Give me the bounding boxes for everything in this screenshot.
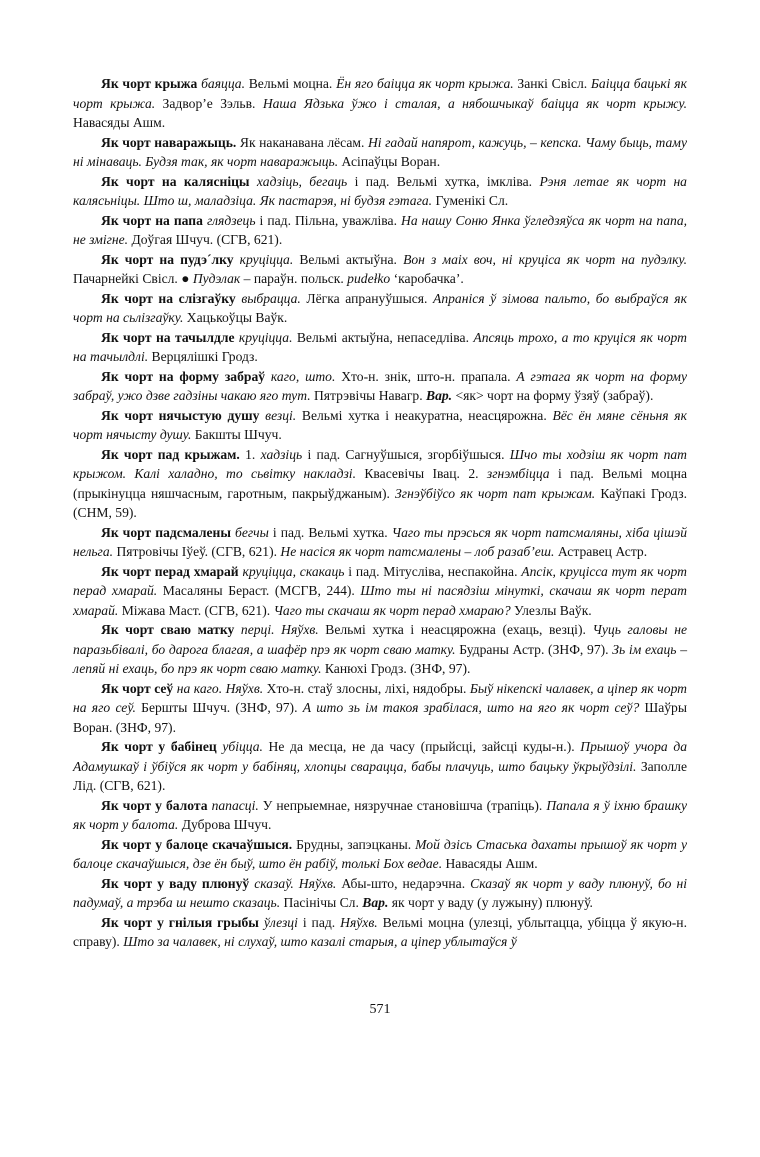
entry-text: Квасевічы Івац. 2.: [355, 466, 487, 481]
entry-text: Вельмі хутка і неасцярожна (ехаць, везці).: [318, 622, 593, 637]
entry-italic: ўлезці: [258, 914, 298, 930]
entry-headword: Як чорт на форму забраў: [101, 368, 266, 384]
entry-text: У непрыемнае, нязручнае становішча (трапіць).: [258, 797, 547, 813]
entry-text: і пад. Вельмі моцна (прыкінуцца няшчасным, гаротным, пакрыўджаным).: [73, 466, 687, 501]
dictionary-page: [73, 74, 687, 952]
dictionary-entry: [73, 74, 687, 133]
entry-text: Улезлы Ваўк.: [510, 602, 592, 618]
entry-text: Навасяды Ашм.: [442, 856, 538, 871]
dictionary-entry: [73, 250, 687, 289]
entry-headword: Як чорт нячыстую душу: [101, 407, 260, 423]
entry-italic: Што за чалавек, ні слухаў, што казалі старыя, а ціпер ублытаўся ў: [123, 934, 517, 949]
entry-text: Заполле Лід. (СГВ, 621).: [73, 758, 688, 793]
entry-text: Не да месца, не да часу (прыйсці, зайсці куды-н.).: [262, 739, 581, 754]
entry-italic: На нашу Соню Янка ўгледзяўса як чорт на папа, не змігне.: [73, 212, 688, 247]
entry-text: <як> чорт на форму ўзяў (забраў).: [452, 388, 654, 403]
entry-text: і пад. Сагнуўшыся, згорбіўшыся.: [302, 446, 510, 462]
entry-italic: Мой дзісь Стаська дахаты прышоў як чорт у балоце скачаўшыся, дзе ён быў, што ён рабіў, толькі Бох ведае.: [73, 836, 687, 871]
entry-headword: Як чорт наваражыць.: [101, 134, 237, 150]
entry-italic: Чаго ты скачаш як чорт перад хмараю?: [273, 602, 511, 618]
entry-text: як чорт у ваду (у лужыну) плюнуў.: [388, 895, 593, 910]
entry-text: і пад. Пільна, уважліва.: [255, 212, 401, 228]
entry-italic: Што ты ні пасядзіш мінуткі, скачаш як чорт перат хмарай.: [73, 583, 687, 618]
dictionary-entry: [73, 737, 687, 796]
dictionary-entry: [73, 367, 687, 406]
dictionary-entry: [73, 445, 687, 523]
entry-text: і пад.: [297, 914, 341, 930]
entry-text: і пад. Мітусліва, неспакойна.: [344, 563, 522, 579]
dictionary-entry: [73, 328, 687, 367]
entry-italic: А гэтага як чорт на форму забраў, ужо дзве гадзіны чакаю яго тут.: [73, 368, 688, 403]
entry-italic: Баіцца бацькі як чорт крыжа.: [73, 76, 687, 111]
entry-headword: Як чорт на папа: [101, 212, 203, 228]
entry-italic: Ні гадай напярот, кажуць, – кепска. Чаму быць, таму ні мінаваць. Будзя так, як чорт наваражыць.: [73, 134, 688, 169]
entry-text: – параўн. польск.: [240, 271, 348, 286]
entry-italic: Чаго ты прэсься як чорт патсмаляны, хіба цішэй нельга.: [73, 524, 688, 559]
dictionary-entry: [73, 211, 687, 250]
entry-text: Пятровічы Іўеў. (СГВ, 621).: [113, 544, 281, 559]
entry-text: Канюхі Гродз. (ЗНФ, 97).: [321, 661, 471, 676]
entry-text: Брудны, запэцканы.: [292, 836, 416, 852]
entry-text: Пятрэвічы Навагр.: [310, 388, 426, 403]
entry-italic: везці.: [259, 407, 297, 423]
entry-headword: Як чорт на слізгаўку: [101, 290, 236, 306]
entry-headword: Як чорт перад хмарай: [101, 563, 239, 579]
dictionary-entry: [73, 562, 687, 621]
entry-italic: баяцца.: [197, 76, 245, 91]
entry-headword: Як чорт у гнілыя грыбы: [101, 914, 259, 930]
entry-italic: Не насіся як чорт патсмалены – лоб разаб’еш.: [280, 544, 555, 559]
entry-italic: Наша Ядзька ўжо і сталая, а нябошчыкаў баіцца як чорт крыжу.: [262, 95, 688, 111]
entry-headword: Як чорт крыжа: [101, 76, 198, 91]
entry-italic: круціцца.: [234, 329, 293, 345]
entry-text: Вельмі актыўна, непаседліва.: [292, 329, 474, 345]
entry-text: Дуброва Шчуч.: [178, 817, 272, 832]
entry-italic: папасці.: [207, 797, 259, 813]
entry-text: Хацькоўцы Ваўк.: [183, 310, 288, 325]
entry-italic: бегчы: [230, 524, 269, 540]
entry-text: Бершты Шчуч. (ЗНФ, 97).: [135, 700, 303, 715]
dictionary-entry: [73, 835, 687, 874]
entry-text: Будраны Астр. (ЗНФ, 97).: [455, 641, 613, 657]
dictionary-entry: [73, 796, 687, 835]
entry-italic: на каго. Няўхв.: [173, 680, 264, 696]
variant-marker: Вар.: [426, 388, 453, 403]
entry-text: Масаляны Бераст. (МСГВ, 244).: [157, 583, 361, 598]
entry-italic: Папала я ў іхню брашку як чорт у балота.: [73, 797, 687, 832]
variant-marker: Вар.: [362, 895, 389, 910]
entry-headword: Як чорт сваю матку: [101, 622, 235, 637]
entry-headword: Як чорт сеў: [101, 680, 174, 696]
entry-text: Занкі Свісл.: [513, 76, 591, 91]
entry-headword: Як чорт падсмалены: [101, 524, 231, 540]
entry-italic: Прышоў учора да Адамушкаў і ўбіўся як чорт у бабіняц, хлопцы сварацца, бабы плачуць, што бацьку ўкрыўдзілі.: [73, 739, 687, 774]
entry-text: Міжава Маст. (СГВ, 621).: [118, 602, 274, 618]
entry-text: Асіпаўцы Воран.: [338, 154, 441, 169]
entry-italic: Апсік, круціcса тут як чорт перад хмарай.: [73, 563, 687, 598]
entry-italic: Чуць галовы не паразьбівалі, бо дарога благая, а шафёр прэ як чорт сваю матку.: [73, 622, 687, 657]
entry-italic: Апраніся ў зімова пальто, бо выбраўся як чорт на сьлізгаўку.: [73, 290, 687, 325]
entry-italic: Шчо ты ходзіш як чорт пат крыжом. Калі халадно, то сьвітку накладзі.: [73, 446, 687, 481]
entry-text: Бакшты Шчуч.: [191, 427, 282, 442]
entry-italic: pudełko: [347, 271, 391, 286]
dictionary-entry: [73, 289, 687, 328]
entry-text: і пад. Вельмі хутка.: [268, 524, 392, 540]
entry-italic: Пудэлак: [192, 271, 241, 286]
entry-italic: Зь ім ехаць – лепяй ні ехаць, бо прэ як чорт сваю матку.: [73, 641, 687, 676]
entry-italic: Вёс ён мяне сёньня як чорт нячысту душу.: [73, 407, 687, 442]
entry-text: Хто-н. знік, што-н. прапала.: [335, 368, 517, 384]
entry-text: Пасінічы Сл.: [280, 895, 363, 910]
entry-text: ‘каробачка’.: [390, 271, 464, 286]
entry-italic: хадзіць, бегаць: [249, 173, 348, 189]
dictionary-entry: [73, 874, 687, 913]
entry-italic: перці. Няўхв.: [234, 622, 319, 637]
entry-italic: згнэмбіцца: [486, 466, 550, 481]
entry-italic: Быў нікепскі чалавек, а ціпер як чорт на яго сеў.: [73, 680, 688, 715]
entry-text: Верцялішкі Гродз.: [148, 349, 258, 364]
entry-italic: каго, што.: [265, 368, 336, 384]
dictionary-entry: [73, 679, 687, 738]
entry-headword: Як чорт пад крыжам.: [101, 446, 240, 462]
entry-text: Вельмі моцна.: [244, 76, 337, 91]
entry-text: Вельмі актыўна.: [293, 251, 404, 267]
entry-text: Абы-што, недарэчна.: [336, 875, 471, 891]
dictionary-entry: [73, 523, 687, 562]
dictionary-entry: [73, 172, 687, 211]
entry-italic: Згнэўбіўсо як чорт пат крыжам.: [395, 485, 596, 501]
entry-headword: Як чорт на калясніцы: [101, 173, 250, 189]
entry-italic: выбрацца.: [235, 290, 301, 306]
entry-italic: Ён яго баіцца як чорт крыжа.: [336, 76, 514, 91]
entry-headword: Як чорт на пудэ´лку: [101, 251, 234, 267]
entry-italic: Апсяць трохо, а то круціся як чорт на тачылдлі.: [73, 329, 687, 364]
entry-text: 1.: [239, 446, 261, 462]
entry-italic: глядзець: [202, 212, 256, 228]
entry-text: Шаўры Воран. (ЗНФ, 97).: [73, 700, 687, 735]
entry-text: Навасяды Ашм.: [73, 115, 166, 130]
entry-text: Задвор’е Зэльв.: [155, 95, 263, 111]
entry-italic: хадзіць: [260, 446, 303, 462]
entry-text: Вельмі хутка і неакуратна, неасцярожна.: [296, 407, 553, 423]
dictionary-entry: [73, 133, 687, 172]
entry-text: і пад. Вельмі хутка, імкліва.: [347, 173, 540, 189]
entry-headword: Як чорт у балота: [101, 797, 208, 813]
entry-text: Астравец Астр.: [554, 544, 648, 559]
dictionary-entry: [73, 913, 687, 952]
entry-text: Каўпакі Гродз. (СНМ, 59).: [73, 485, 687, 520]
dictionary-entry: [73, 406, 687, 445]
page-number: 571: [369, 1002, 391, 1017]
entry-headword: Як чорт у балоце скачаўшыся.: [101, 836, 293, 852]
entry-text: Гуменікі Сл.: [432, 193, 509, 208]
entry-text: Лёгка апрануўшыся.: [300, 290, 434, 306]
entry-italic: убіцца.: [216, 739, 263, 754]
entry-text: Пачарнейкі Свісл. ●: [73, 271, 193, 286]
entry-italic: круціцца, скакаць: [238, 563, 345, 579]
entry-italic: Няўхв.: [340, 914, 378, 930]
dictionary-entry: [73, 620, 687, 679]
entry-italic: сказаў. Няўхв.: [249, 875, 337, 891]
entry-italic: А што зь ім такоя зрабілася, што на яго як чорт сеў?: [302, 700, 640, 715]
entry-text: Як наканавана лёсам.: [236, 134, 368, 150]
entry-headword: Як чорт на тачылдле: [101, 329, 235, 345]
entry-italic: Сказаў як чорт у ваду плюнуў, бо ні падумаў, а трэба ш нешто сказаць.: [73, 875, 687, 910]
entry-italic: круціцца.: [233, 251, 294, 267]
entry-headword: Як чорт у ваду плюнуў: [101, 875, 250, 891]
entry-text: Вельмі моцна (улезці, ублытацца, убіцца ў якую-н. справу).: [73, 914, 687, 949]
entry-text: Доўгая Шчуч. (СГВ, 621).: [128, 232, 283, 247]
entry-italic: Вон з маіх воч, ні круціса як чорт на пудэлку.: [403, 251, 688, 267]
entry-text: Хто-н. стаў злосны, ліхі, нядобры.: [263, 680, 470, 696]
entry-italic: Рэня летае як чорт на калясьніцы. Што ш, маладзіца. Як пастарэя, ні будзя гэтага.: [73, 173, 687, 208]
entry-headword: Як чорт у бабінец: [101, 739, 217, 754]
